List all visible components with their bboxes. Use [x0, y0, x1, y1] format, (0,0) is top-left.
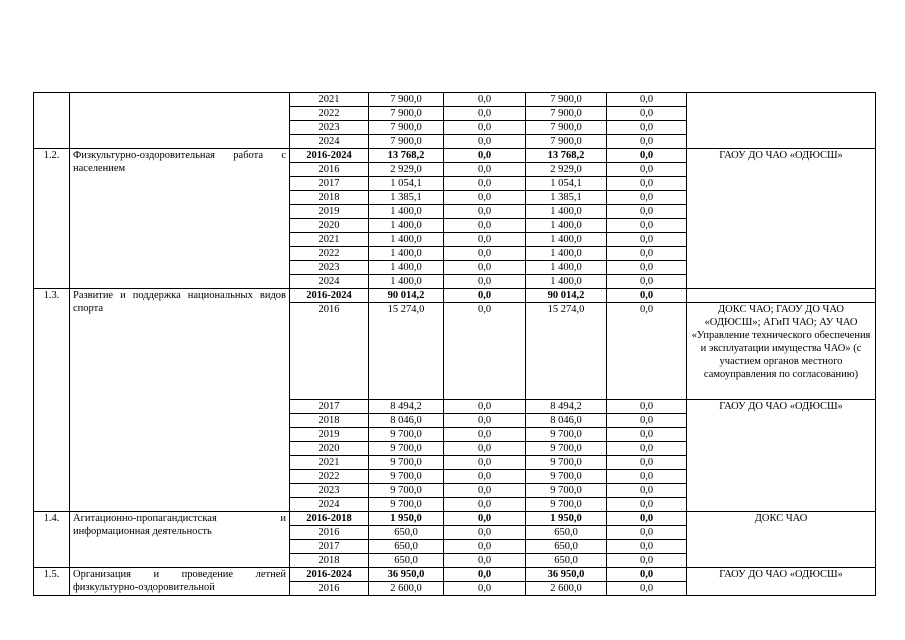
item-name: Физкультурно-оздоровительная работа с населением	[70, 149, 290, 289]
federal-cell: 0,0	[444, 428, 526, 442]
federal-cell: 0,0	[444, 498, 526, 512]
federal-cell: 0,0	[444, 289, 526, 303]
federal-cell: 0,0	[444, 540, 526, 554]
federal-cell: 0,0	[444, 456, 526, 470]
federal-cell: 0,0	[444, 484, 526, 498]
local-cell: 0,0	[607, 303, 687, 400]
item-number: 1.3.	[34, 289, 70, 512]
item-name: Развитие и поддержка национальных видов спорта	[70, 289, 290, 512]
table-row	[34, 512, 876, 526]
regional-cell: 9 700,0	[526, 456, 607, 470]
regional-cell: 8 046,0	[526, 414, 607, 428]
federal-cell: 0,0	[444, 470, 526, 484]
total-cell: 1 400,0	[369, 205, 444, 219]
total-cell: 650,0	[369, 540, 444, 554]
year-cell: 2022	[290, 247, 369, 261]
year-cell: 2021	[290, 93, 369, 107]
total-cell: 7 900,0	[369, 93, 444, 107]
total-cell: 90 014,2	[369, 289, 444, 303]
total-cell: 1 400,0	[369, 261, 444, 275]
total-cell: 2 600,0	[369, 582, 444, 596]
federal-cell: 0,0	[444, 512, 526, 526]
year-cell: 2017	[290, 177, 369, 191]
responsible-cell	[687, 93, 876, 149]
total-cell: 1 385,1	[369, 191, 444, 205]
year-cell: 2024	[290, 135, 369, 149]
regional-cell: 1 400,0	[526, 261, 607, 275]
period-cell: 2016-2024	[290, 568, 369, 582]
year-cell: 2023	[290, 484, 369, 498]
total-cell: 9 700,0	[369, 428, 444, 442]
local-cell: 0,0	[607, 205, 687, 219]
total-cell: 8 046,0	[369, 414, 444, 428]
regional-cell: 36 950,0	[526, 568, 607, 582]
total-cell: 1 950,0	[369, 512, 444, 526]
local-cell: 0,0	[607, 121, 687, 135]
local-cell: 0,0	[607, 289, 687, 303]
total-cell: 1 400,0	[369, 247, 444, 261]
federal-cell: 0,0	[444, 400, 526, 414]
year-cell: 2024	[290, 498, 369, 512]
year-cell: 2017	[290, 400, 369, 414]
federal-cell: 0,0	[444, 107, 526, 121]
regional-cell: 1 054,1	[526, 177, 607, 191]
year-cell: 2023	[290, 121, 369, 135]
local-cell: 0,0	[607, 149, 687, 163]
local-cell: 0,0	[607, 233, 687, 247]
regional-cell: 1 385,1	[526, 191, 607, 205]
federal-cell: 0,0	[444, 275, 526, 289]
total-cell: 650,0	[369, 526, 444, 540]
federal-cell: 0,0	[444, 568, 526, 582]
responsible-cell	[687, 289, 876, 303]
regional-cell: 2 929,0	[526, 163, 607, 177]
table-row	[34, 149, 876, 163]
year-cell: 2016	[290, 163, 369, 177]
year-cell: 2024	[290, 275, 369, 289]
year-cell: 2019	[290, 428, 369, 442]
responsible-cell: ДОКС ЧАО	[687, 512, 876, 568]
federal-cell: 0,0	[444, 261, 526, 275]
regional-cell: 7 900,0	[526, 135, 607, 149]
regional-cell: 90 014,2	[526, 289, 607, 303]
regional-cell: 1 400,0	[526, 233, 607, 247]
regional-cell: 8 494,2	[526, 400, 607, 414]
year-cell: 2020	[290, 219, 369, 233]
local-cell: 0,0	[607, 163, 687, 177]
total-cell: 7 900,0	[369, 107, 444, 121]
item-number	[34, 93, 70, 149]
table-row	[34, 93, 876, 107]
regional-cell: 1 950,0	[526, 512, 607, 526]
total-cell: 2 929,0	[369, 163, 444, 177]
local-cell: 0,0	[607, 261, 687, 275]
year-cell: 2023	[290, 261, 369, 275]
year-cell: 2019	[290, 205, 369, 219]
total-cell: 1 400,0	[369, 219, 444, 233]
total-cell: 15 274,0	[369, 303, 444, 400]
federal-cell: 0,0	[444, 149, 526, 163]
item-name	[70, 93, 290, 149]
federal-cell: 0,0	[444, 121, 526, 135]
responsible-cell: ГАОУ ДО ЧАО «ОДЮСШ»	[687, 568, 876, 596]
regional-cell: 7 900,0	[526, 107, 607, 121]
local-cell: 0,0	[607, 540, 687, 554]
federal-cell: 0,0	[444, 93, 526, 107]
item-name: Организация и проведение летней физкультурно-оздоровительной	[70, 568, 290, 596]
responsible-cell: ГАОУ ДО ЧАО «ОДЮСШ»	[687, 149, 876, 289]
federal-cell: 0,0	[444, 414, 526, 428]
year-cell: 2018	[290, 414, 369, 428]
total-cell: 7 900,0	[369, 121, 444, 135]
total-cell: 8 494,2	[369, 400, 444, 414]
year-cell: 2021	[290, 233, 369, 247]
total-cell: 9 700,0	[369, 498, 444, 512]
regional-cell: 9 700,0	[526, 428, 607, 442]
local-cell: 0,0	[607, 428, 687, 442]
local-cell: 0,0	[607, 107, 687, 121]
year-cell: 2022	[290, 107, 369, 121]
program-table	[33, 92, 876, 596]
total-cell: 650,0	[369, 554, 444, 568]
table-row	[34, 289, 876, 303]
regional-cell: 9 700,0	[526, 498, 607, 512]
local-cell: 0,0	[607, 219, 687, 233]
item-number: 1.5.	[34, 568, 70, 596]
year-cell: 2020	[290, 442, 369, 456]
local-cell: 0,0	[607, 568, 687, 582]
federal-cell: 0,0	[444, 219, 526, 233]
total-cell: 7 900,0	[369, 135, 444, 149]
local-cell: 0,0	[607, 554, 687, 568]
regional-cell: 9 700,0	[526, 470, 607, 484]
federal-cell: 0,0	[444, 247, 526, 261]
total-cell: 13 768,2	[369, 149, 444, 163]
federal-cell: 0,0	[444, 163, 526, 177]
federal-cell: 0,0	[444, 191, 526, 205]
year-cell: 2016	[290, 582, 369, 596]
total-cell: 1 054,1	[369, 177, 444, 191]
local-cell: 0,0	[607, 247, 687, 261]
total-cell: 1 400,0	[369, 233, 444, 247]
federal-cell: 0,0	[444, 554, 526, 568]
regional-cell: 650,0	[526, 540, 607, 554]
year-cell: 2021	[290, 456, 369, 470]
local-cell: 0,0	[607, 498, 687, 512]
local-cell: 0,0	[607, 93, 687, 107]
period-cell: 2016-2024	[290, 149, 369, 163]
regional-cell: 7 900,0	[526, 121, 607, 135]
year-cell: 2022	[290, 470, 369, 484]
regional-cell: 1 400,0	[526, 275, 607, 289]
local-cell: 0,0	[607, 582, 687, 596]
regional-cell: 7 900,0	[526, 93, 607, 107]
federal-cell: 0,0	[444, 205, 526, 219]
regional-cell: 1 400,0	[526, 219, 607, 233]
total-cell: 36 950,0	[369, 568, 444, 582]
local-cell: 0,0	[607, 191, 687, 205]
item-number: 1.4.	[34, 512, 70, 568]
federal-cell: 0,0	[444, 177, 526, 191]
local-cell: 0,0	[607, 456, 687, 470]
local-cell: 0,0	[607, 275, 687, 289]
federal-cell: 0,0	[444, 233, 526, 247]
regional-cell: 1 400,0	[526, 205, 607, 219]
year-cell: 2017	[290, 540, 369, 554]
period-cell: 2016-2018	[290, 512, 369, 526]
local-cell: 0,0	[607, 177, 687, 191]
local-cell: 0,0	[607, 135, 687, 149]
year-cell: 2016	[290, 526, 369, 540]
regional-cell: 1 400,0	[526, 247, 607, 261]
local-cell: 0,0	[607, 512, 687, 526]
year-cell: 2018	[290, 191, 369, 205]
federal-cell: 0,0	[444, 442, 526, 456]
total-cell: 1 400,0	[369, 275, 444, 289]
total-cell: 9 700,0	[369, 456, 444, 470]
responsible-cell: ДОКС ЧАО; ГАОУ ДО ЧАО «ОДЮСШ»; АГиП ЧАО; АУ ЧАО «Управление технического обеспечения и эксплуатации имущества ЧАО» (с участием органов местного самоуправления по согласованию)	[687, 303, 876, 400]
federal-cell: 0,0	[444, 135, 526, 149]
total-cell: 9 700,0	[369, 470, 444, 484]
local-cell: 0,0	[607, 470, 687, 484]
table-row	[34, 568, 876, 582]
regional-cell: 13 768,2	[526, 149, 607, 163]
year-cell: 2016	[290, 303, 369, 400]
federal-cell: 0,0	[444, 582, 526, 596]
local-cell: 0,0	[607, 526, 687, 540]
item-name: Агитационно-пропагандистская и информационная деятельность	[70, 512, 290, 568]
regional-cell: 9 700,0	[526, 442, 607, 456]
local-cell: 0,0	[607, 414, 687, 428]
regional-cell: 650,0	[526, 526, 607, 540]
item-number: 1.2.	[34, 149, 70, 289]
local-cell: 0,0	[607, 484, 687, 498]
total-cell: 9 700,0	[369, 484, 444, 498]
federal-cell: 0,0	[444, 526, 526, 540]
regional-cell: 15 274,0	[526, 303, 607, 400]
year-cell: 2018	[290, 554, 369, 568]
regional-cell: 9 700,0	[526, 484, 607, 498]
federal-cell: 0,0	[444, 303, 526, 400]
period-cell: 2016-2024	[290, 289, 369, 303]
regional-cell: 650,0	[526, 554, 607, 568]
local-cell: 0,0	[607, 442, 687, 456]
regional-cell: 2 600,0	[526, 582, 607, 596]
total-cell: 9 700,0	[369, 442, 444, 456]
local-cell: 0,0	[607, 400, 687, 414]
responsible-cell: ГАОУ ДО ЧАО «ОДЮСШ»	[687, 400, 876, 512]
